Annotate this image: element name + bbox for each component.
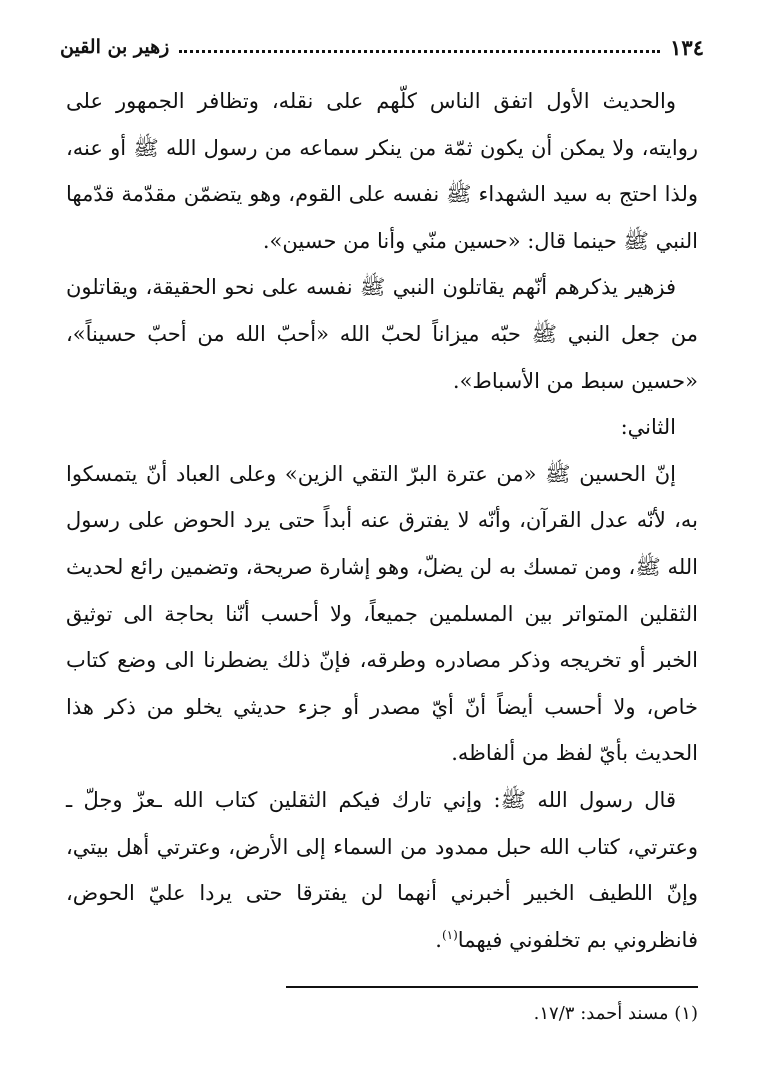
running-title: زهير بن القين xyxy=(60,36,170,58)
footnote-separator xyxy=(286,986,698,988)
paragraph-1: والحديث الأول اتفق الناس كلّهم على نقله، وتظافر الجمهور على روايته، ولا يمكن أن يكون ثمّة من ينكر سماعه من رسول الله ﷺ أو عنه، ولذا احتج به سيد الشهداء ﷺ نفسه على القوم، وهو يتضمّن مقدّمة قدّمها النبي ﷺ حينما قال: «حسين منّي وأنا من حسين». xyxy=(66,89,698,253)
main-text xyxy=(66,78,698,963)
section-heading-second: الثاني: xyxy=(620,415,676,440)
page-number: ١٣٤ xyxy=(670,34,704,60)
paragraph-2: فزهير يذكرهم أنّهم يقاتلون النبي ﷺ نفسه على نحو الحقيقة، ويقاتلون من جعل النبي ﷺ حبّه ميزاناً لحبّ الله «أحبّ الله من أحبّ حسيناً»، «حسين سبط من الأسباط». xyxy=(66,275,698,393)
paragraph-4 xyxy=(66,777,698,963)
running-header xyxy=(60,30,704,64)
leader-dots xyxy=(179,50,660,53)
footnote-marker[interactable]: (١) xyxy=(441,927,458,942)
hadith-end: . xyxy=(435,927,442,952)
footnote: (١) مسند أحمد: ١٧/٣. xyxy=(533,1003,698,1024)
hadith-text: قال رسول الله ﷺ: وإني تارك فيكم الثقلين كتاب الله ـعزّ وجلّ ـ وعترتي، كتاب الله حبل ممدود من السماء إلى الأرض، وعترتي أهل بيتي، وإنّ اللطيف الخبير أخبرني أنهما لن يفترقا حتى يردا عليّ الحوض، فانظروني بم تخلفوني فيهما xyxy=(66,787,698,952)
paragraph-3: إنّ الحسين ﷺ «من عترة البرّ التقي الزين» وعلى العباد أنّ يتمسكوا به، لأنّه عدل القرآن، وأنّه لا يفترق عنه أبداً حتى يرد الحوض على رسول الله ﷺ، ومن تمسك به لن يضلّ، وهو إشارة صريحة، وتضمين رائع لحديث الثقلين المتواتر بين المسلمين جميعاً، ولا أحسب أنّنا بحاجة الى توثيق الخبر أو تخريجه وذكر مصادره وطرقه، فإنّ ذلك يضطرنا الى وضع كتاب خاص، ولا أحسب أيضاً أنّ أيّ مصدر أو جزء حديثي يخلو من ذكر هذا الحديث بأيّ لفظ من ألفاظه. xyxy=(66,461,698,766)
